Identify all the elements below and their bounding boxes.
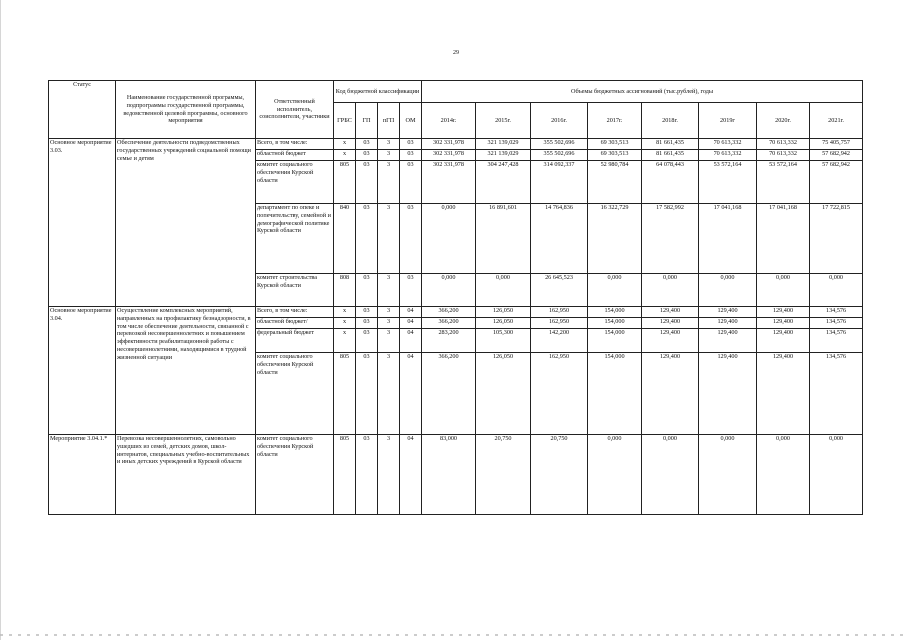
header-volumes: Объемы бюджетных ассигнований (тыс.рублей), годы	[422, 81, 863, 103]
page-number: 29	[453, 50, 459, 56]
pgp-cell: 3	[378, 307, 400, 318]
value-cell: 302 331,978	[422, 139, 476, 150]
om-cell: 04	[400, 318, 422, 329]
value-cell: 81 661,435	[642, 150, 699, 161]
header-year: 2016г.	[531, 103, 588, 139]
om-cell: 03	[400, 150, 422, 161]
value-cell: 16 322,729	[588, 204, 642, 274]
value-cell: 69 303,513	[588, 150, 642, 161]
value-cell: 0,000	[642, 274, 699, 307]
value-cell: 17 041,168	[757, 204, 810, 274]
gp-cell: 03	[356, 274, 378, 307]
gp-cell: 03	[356, 353, 378, 435]
header-budget-code: Код бюджетной классификации	[334, 81, 422, 103]
value-cell: 355 502,696	[531, 139, 588, 150]
pgp-cell: 3	[378, 139, 400, 150]
value-cell: 142,200	[531, 329, 588, 353]
responsible-cell: федеральный бюджет	[256, 329, 334, 353]
value-cell: 17 722,815	[810, 204, 863, 274]
value-cell: 129,400	[642, 307, 699, 318]
value-cell: 105,300	[476, 329, 531, 353]
om-cell: 03	[400, 161, 422, 204]
responsible-cell: комитет строительства Курской области	[256, 274, 334, 307]
value-cell: 126,050	[476, 307, 531, 318]
value-cell: 129,400	[699, 307, 757, 318]
pgp-cell: 3	[378, 353, 400, 435]
status-cell: Основное мероприятие 3.04.	[49, 307, 116, 435]
responsible-cell: Всего, в том числе:	[256, 139, 334, 150]
value-cell: 129,400	[642, 318, 699, 329]
header-responsible: Ответственный исполнитель, соисполнители, участники	[256, 81, 334, 139]
value-cell: 64 078,443	[642, 161, 699, 204]
name-cell: Перевозка несовершеннолетних, самовольно ушедших из семей, детских домов, школ-интернатов, специальных учебно-воспитательных и иных детских учреждений в Курской области	[116, 435, 256, 515]
value-cell: 154,000	[588, 307, 642, 318]
status-cell: Мероприятие 3.04.1.*	[49, 435, 116, 515]
grbs-cell: х	[334, 139, 356, 150]
om-cell: 03	[400, 139, 422, 150]
responsible-cell: департамент по опеке и попечительству, семейной и демографической политике Курской области	[256, 204, 334, 274]
value-cell: 53 572,164	[757, 161, 810, 204]
header-pgp: пГП	[378, 103, 400, 139]
pgp-cell: 3	[378, 161, 400, 204]
value-cell: 16 891,601	[476, 204, 531, 274]
value-cell: 0,000	[699, 274, 757, 307]
value-cell: 52 980,784	[588, 161, 642, 204]
value-cell: 70 613,332	[757, 139, 810, 150]
grbs-cell: х	[334, 318, 356, 329]
budget-table	[48, 80, 863, 515]
value-cell: 129,400	[699, 329, 757, 353]
value-cell: 83,000	[422, 435, 476, 515]
om-cell: 03	[400, 204, 422, 274]
grbs-cell: 808	[334, 274, 356, 307]
value-cell: 70 613,332	[699, 139, 757, 150]
value-cell: 154,000	[588, 353, 642, 435]
value-cell: 126,050	[476, 318, 531, 329]
value-cell: 0,000	[642, 435, 699, 515]
gp-cell: 03	[356, 329, 378, 353]
header-status: Статус	[49, 81, 116, 139]
table-row	[49, 435, 863, 515]
value-cell: 126,050	[476, 353, 531, 435]
pgp-cell: 3	[378, 274, 400, 307]
status-cell: Основное мероприятие 3.03.	[49, 139, 116, 307]
value-cell: 129,400	[757, 353, 810, 435]
header-year: 2018г.	[642, 103, 699, 139]
value-cell: 154,000	[588, 329, 642, 353]
value-cell: 134,576	[810, 329, 863, 353]
value-cell: 57 682,942	[810, 150, 863, 161]
value-cell: 53 572,164	[699, 161, 757, 204]
value-cell: 355 502,696	[531, 150, 588, 161]
header-grbs: ГРБС	[334, 103, 356, 139]
responsible-cell: областной бюджет	[256, 150, 334, 161]
value-cell: 0,000	[757, 435, 810, 515]
scan-artifact	[0, 634, 905, 636]
value-cell: 162,950	[531, 318, 588, 329]
table-row	[49, 307, 863, 318]
responsible-cell: комитет социального обеспечения Курской области	[256, 353, 334, 435]
pgp-cell: 3	[378, 150, 400, 161]
value-cell: 154,000	[588, 318, 642, 329]
value-cell: 321 139,029	[476, 139, 531, 150]
grbs-cell: 805	[334, 435, 356, 515]
om-cell: 04	[400, 307, 422, 318]
grbs-cell: 805	[334, 161, 356, 204]
value-cell: 321 139,029	[476, 150, 531, 161]
value-cell: 302 331,978	[422, 161, 476, 204]
value-cell: 70 613,332	[699, 150, 757, 161]
value-cell: 129,400	[699, 353, 757, 435]
value-cell: 0,000	[588, 274, 642, 307]
value-cell: 314 092,337	[531, 161, 588, 204]
value-cell: 162,950	[531, 307, 588, 318]
value-cell: 0,000	[588, 435, 642, 515]
value-cell: 129,400	[642, 353, 699, 435]
value-cell: 0,000	[422, 204, 476, 274]
gp-cell: 03	[356, 150, 378, 161]
pgp-cell: 3	[378, 204, 400, 274]
responsible-cell: комитет социального обеспечения Курской области	[256, 161, 334, 204]
table-body	[49, 139, 863, 515]
header-year: 2017г.	[588, 103, 642, 139]
value-cell: 366,200	[422, 307, 476, 318]
grbs-cell: х	[334, 329, 356, 353]
value-cell: 129,400	[757, 307, 810, 318]
gp-cell: 03	[356, 307, 378, 318]
value-cell: 69 303,513	[588, 139, 642, 150]
value-cell: 26 645,523	[531, 274, 588, 307]
value-cell: 0,000	[422, 274, 476, 307]
header-year: 2021г.	[810, 103, 863, 139]
om-cell: 04	[400, 353, 422, 435]
gp-cell: 03	[356, 318, 378, 329]
header-year: 2015г.	[476, 103, 531, 139]
value-cell: 57 682,942	[810, 161, 863, 204]
value-cell: 0,000	[757, 274, 810, 307]
responsible-cell: областной бюджет/	[256, 318, 334, 329]
value-cell: 81 661,435	[642, 139, 699, 150]
grbs-cell: х	[334, 150, 356, 161]
value-cell: 0,000	[699, 435, 757, 515]
value-cell: 17 041,168	[699, 204, 757, 274]
value-cell: 302 331,978	[422, 150, 476, 161]
value-cell: 134,576	[810, 307, 863, 318]
value-cell: 129,400	[642, 329, 699, 353]
gp-cell: 03	[356, 435, 378, 515]
responsible-cell: Всего, в том числе:	[256, 307, 334, 318]
name-cell: Осуществление комплексных мероприятий, направленных на профилактику безнадзорности, в том числе обеспечение деятельности, связанной с перевозкой несовершеннолетних и повышением эффективности реабилитационной работы с несовершеннолетними, находящимися в трудной жизненной ситуации	[116, 307, 256, 435]
value-cell: 134,576	[810, 318, 863, 329]
value-cell: 0,000	[810, 435, 863, 515]
header-gp: ГП	[356, 103, 378, 139]
value-cell: 129,400	[757, 318, 810, 329]
grbs-cell: 805	[334, 353, 356, 435]
gp-cell: 03	[356, 161, 378, 204]
value-cell: 20,750	[531, 435, 588, 515]
grbs-cell: х	[334, 307, 356, 318]
responsible-cell: комитет социального обеспечения Курской области	[256, 435, 334, 515]
header-year: 2019г	[699, 103, 757, 139]
gp-cell: 03	[356, 204, 378, 274]
header-name: Наименование государственной программы, подпрограммы государственной программы, ведомственной целевой программы, основного мероприятия	[116, 81, 256, 139]
grbs-cell: 840	[334, 204, 356, 274]
value-cell: 162,950	[531, 353, 588, 435]
header-year: 2014г.	[422, 103, 476, 139]
name-cell: Обеспечение деятельности подведомственных государственных учреждений социальной помощи семье и детям	[116, 139, 256, 307]
value-cell: 129,400	[757, 329, 810, 353]
scan-edge	[0, 0, 1, 640]
pgp-cell: 3	[378, 318, 400, 329]
value-cell: 20,750	[476, 435, 531, 515]
pgp-cell: 3	[378, 435, 400, 515]
value-cell: 129,400	[699, 318, 757, 329]
gp-cell: 03	[356, 139, 378, 150]
value-cell: 0,000	[810, 274, 863, 307]
header-year: 2020г.	[757, 103, 810, 139]
value-cell: 304 247,428	[476, 161, 531, 204]
om-cell: 04	[400, 435, 422, 515]
pgp-cell: 3	[378, 329, 400, 353]
table-row	[49, 139, 863, 150]
header-om: ОМ	[400, 103, 422, 139]
om-cell: 03	[400, 274, 422, 307]
value-cell: 17 582,992	[642, 204, 699, 274]
value-cell: 366,200	[422, 318, 476, 329]
value-cell: 0,000	[476, 274, 531, 307]
value-cell: 366,200	[422, 353, 476, 435]
om-cell: 04	[400, 329, 422, 353]
value-cell: 134,576	[810, 353, 863, 435]
value-cell: 70 613,332	[757, 150, 810, 161]
value-cell: 283,200	[422, 329, 476, 353]
value-cell: 75 405,757	[810, 139, 863, 150]
value-cell: 14 764,836	[531, 204, 588, 274]
